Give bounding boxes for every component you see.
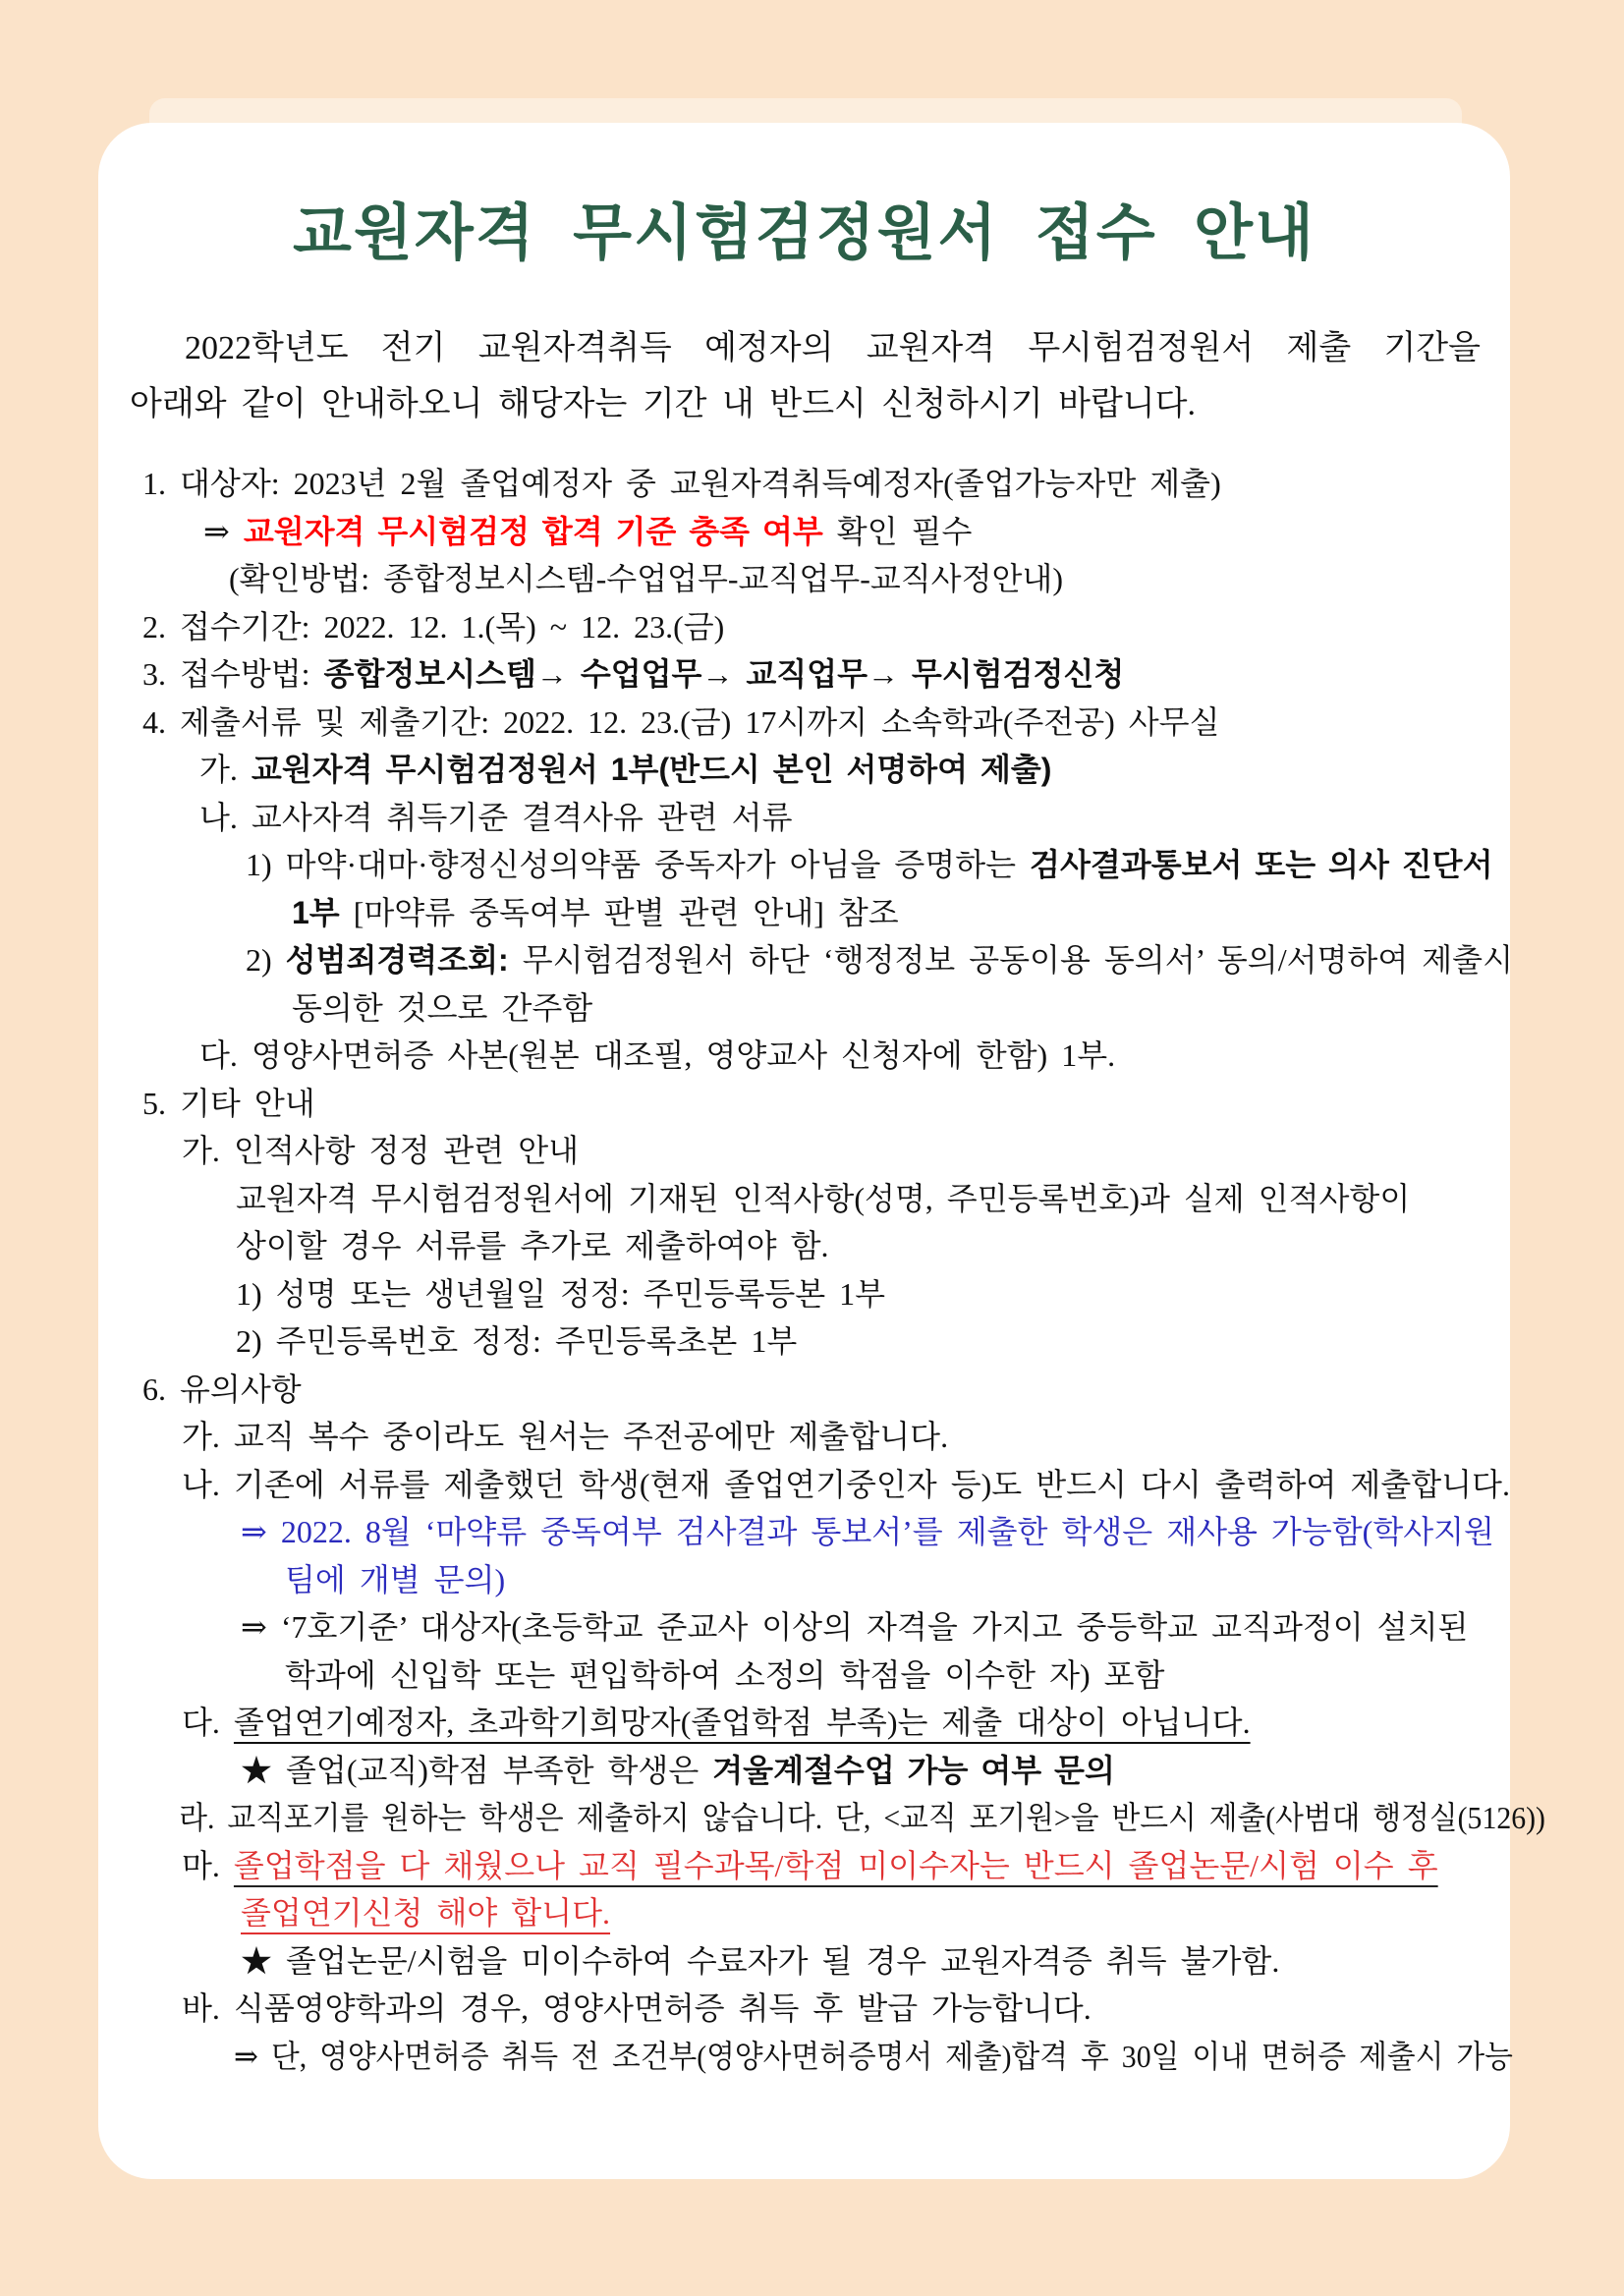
text-segment: ⇒ bbox=[203, 513, 244, 549]
doc-line bbox=[142, 1317, 1492, 1366]
text-segment: ⇒ 단, 영양사면허증 취득 전 조건부(영양사면허증명서 제출)합격 후 30일 이내 면허증 제출시 가능 bbox=[234, 2038, 1513, 2074]
text-segment: 나. 기존에 서류를 제출했던 학생(현재 졸업연기중인자 등)도 반드시 다시 출력하여 제출합니다. bbox=[182, 1466, 1510, 1502]
doc-line bbox=[142, 1794, 1545, 1842]
doc-line bbox=[142, 1175, 1492, 1223]
doc-line bbox=[142, 1603, 1492, 1652]
doc-line bbox=[142, 746, 1492, 794]
document-body bbox=[98, 460, 1545, 2080]
doc-line bbox=[142, 1652, 1492, 1700]
doc-line bbox=[142, 650, 1492, 699]
text-segment: 동의한 것으로 간주함 bbox=[292, 989, 593, 1026]
text-segment: 확인 필수 bbox=[822, 513, 973, 549]
text-segment: 겨울계절수업 가능 여부 문의 bbox=[712, 1752, 1115, 1788]
text-segment: 2) 주민등록번호 정정: 주민등록초본 1부 bbox=[236, 1323, 798, 1359]
text-segment: 졸업연기신청 해야 합니다. bbox=[241, 1895, 611, 1931]
text-segment: 상이할 경우 서류를 추가로 제출하여야 함. bbox=[236, 1228, 829, 1263]
text-segment: 1부 bbox=[292, 894, 340, 930]
text-segment: 교원자격 무시험검정원서 1부(반드시 본인 서명하여 제출) bbox=[251, 752, 1052, 787]
text-segment: 다. 영양사면허증 사본(원본 대조필, 영양교사 신청자에 한함) 1부. bbox=[199, 1037, 1116, 1073]
text-segment: 졸업연기예정자, 초과학기희망자(졸업학점 부족)는 제출 대상이 아닙니다. bbox=[233, 1705, 1251, 1740]
doc-line bbox=[142, 841, 1492, 889]
doc-line bbox=[142, 1699, 1492, 1747]
intro-line-1: 2022학년도 전기 교원자격취득 예정자의 교원자격 무시험검정원서 제출 기간을 bbox=[185, 330, 1481, 366]
notice-card bbox=[98, 123, 1545, 2179]
doc-line bbox=[142, 1032, 1492, 1080]
doc-line bbox=[142, 699, 1492, 747]
text-segment: 2. 접수기간: 2022. 12. 1.(목) ~ 12. 23.(금) bbox=[142, 608, 725, 644]
doc-line bbox=[142, 1461, 1510, 1509]
doc-line bbox=[142, 1080, 1492, 1128]
text-segment: 마. bbox=[182, 1847, 234, 1883]
text-segment: [마약류 중독여부 판별 관련 안내] 참조 bbox=[339, 894, 899, 930]
text-segment: 종합정보시스템→ 수업업무→ 교직업무→ 무시험검정신청 bbox=[323, 656, 1125, 692]
doc-line bbox=[142, 555, 1492, 603]
text-segment: 학과에 신입학 또는 편입학하여 소정의 학점을 이수한 자) 포함 bbox=[285, 1656, 1165, 1693]
doc-line bbox=[142, 1366, 1492, 1414]
text-segment: 무시험검정원서 하단 ‘행정정보 공동이용 동의서’ 동의/서명하여 제출시 bbox=[508, 942, 1513, 978]
text-segment: 다. bbox=[182, 1705, 234, 1740]
doc-line bbox=[142, 508, 1492, 556]
doc-line bbox=[142, 1270, 1492, 1318]
text-segment: 6. 유의사항 bbox=[142, 1371, 302, 1407]
text-segment: 팀에 개별 문의) bbox=[285, 1561, 506, 1597]
intro-line-2: 아래와 같이 안내하오니 해당자는 기간 내 반드시 신청하시기 바랍니다. bbox=[130, 386, 1196, 422]
doc-line bbox=[142, 1222, 1492, 1270]
text-segment: ⇒ ‘7호기준’ 대상자(초등학교 준교사 이상의 자격을 가지고 중등학교 교직과정이 설치된 bbox=[241, 1609, 1469, 1645]
doc-line bbox=[142, 889, 1492, 937]
doc-line bbox=[142, 1937, 1492, 1986]
text-segment: 2) bbox=[246, 942, 286, 978]
text-segment: 1) 성명 또는 생년월일 정정: 주민등록등본 1부 bbox=[236, 1275, 886, 1312]
doc-line bbox=[142, 1842, 1492, 1890]
doc-line bbox=[142, 794, 1492, 842]
doc-line bbox=[142, 2033, 1513, 2081]
text-segment: 3. 접수방법: bbox=[142, 656, 324, 692]
text-segment: 바. 식품영양학과의 경우, 영양사면허증 취득 후 발급 가능합니다. bbox=[182, 1990, 1092, 2026]
text-segment: 1) 마약·대마·향정신성의약품 중독자가 아님을 증명하는 bbox=[246, 847, 1031, 882]
doc-line bbox=[142, 460, 1492, 508]
text-segment: 교원자격 무시험검정 합격 기준 충족 여부 bbox=[243, 513, 823, 549]
intro-paragraph bbox=[130, 320, 1481, 432]
doc-line bbox=[142, 1127, 1492, 1175]
doc-line bbox=[142, 984, 1492, 1033]
text-segment: 가. 교직 복수 중이라도 원서는 주전공에만 제출합니다. bbox=[182, 1419, 949, 1454]
text-segment: 라. 교직포기를 원하는 학생은 제출하지 않습니다. 단, <교직 포기원>을 반드시 제출(사범대 행정실(5126)) bbox=[179, 1800, 1545, 1835]
text-segment: 나. 교사자격 취득기준 결격사유 관련 서류 bbox=[199, 799, 793, 835]
page-title: 교원자격 무시험검정원서 접수 안내 bbox=[293, 200, 1316, 267]
doc-line bbox=[142, 1556, 1492, 1604]
text-segment: 교원자격 무시험검정원서에 기재된 인적사항(성명, 주민등록번호)과 실제 인적사항이 bbox=[236, 1180, 1411, 1216]
doc-line bbox=[142, 936, 1513, 984]
text-segment: 검사결과통보서 또는 의사 진단서 bbox=[1030, 847, 1493, 882]
text-segment: (확인방법: 종합정보시스템-수업업무-교직업무-교직사정안내) bbox=[229, 561, 1063, 596]
text-segment: 가. bbox=[199, 752, 252, 787]
doc-line bbox=[142, 1889, 1492, 1937]
text-segment: 졸업학점을 다 채웠으나 교직 필수과목/학점 미이수자는 반드시 졸업논문/시험 이수 후 bbox=[233, 1847, 1438, 1883]
text-segment: 가. 인적사항 정정 관련 안내 bbox=[182, 1133, 580, 1168]
text-segment: 성범죄경력조회: bbox=[285, 942, 509, 978]
doc-line bbox=[142, 1413, 1492, 1461]
text-segment: ★ 졸업(교직)학점 부족한 학생은 bbox=[241, 1752, 713, 1788]
text-segment: 1. 대상자: 2023년 2월 졸업예정자 중 교원자격취득예정자(졸업가능자만 제출) bbox=[142, 466, 1221, 501]
doc-line bbox=[142, 1508, 1492, 1556]
doc-line bbox=[142, 1747, 1492, 1795]
doc-line bbox=[142, 1985, 1492, 2033]
text-segment: ★ 졸업논문/시험을 미이수하여 수료자가 될 경우 교원자격증 취득 불가함. bbox=[241, 1942, 1280, 1979]
text-segment: 5. 기타 안내 bbox=[142, 1085, 315, 1121]
text-segment: ⇒ 2022. 8월 ‘마약류 중독여부 검사결과 통보서’를 제출한 학생은 재사용 가능함(학사지원 bbox=[241, 1514, 1494, 1549]
text-segment: 4. 제출서류 및 제출기간: 2022. 12. 23.(금) 17시까지 소속학과(주전공) 사무실 bbox=[142, 703, 1220, 740]
doc-line bbox=[142, 603, 1492, 651]
